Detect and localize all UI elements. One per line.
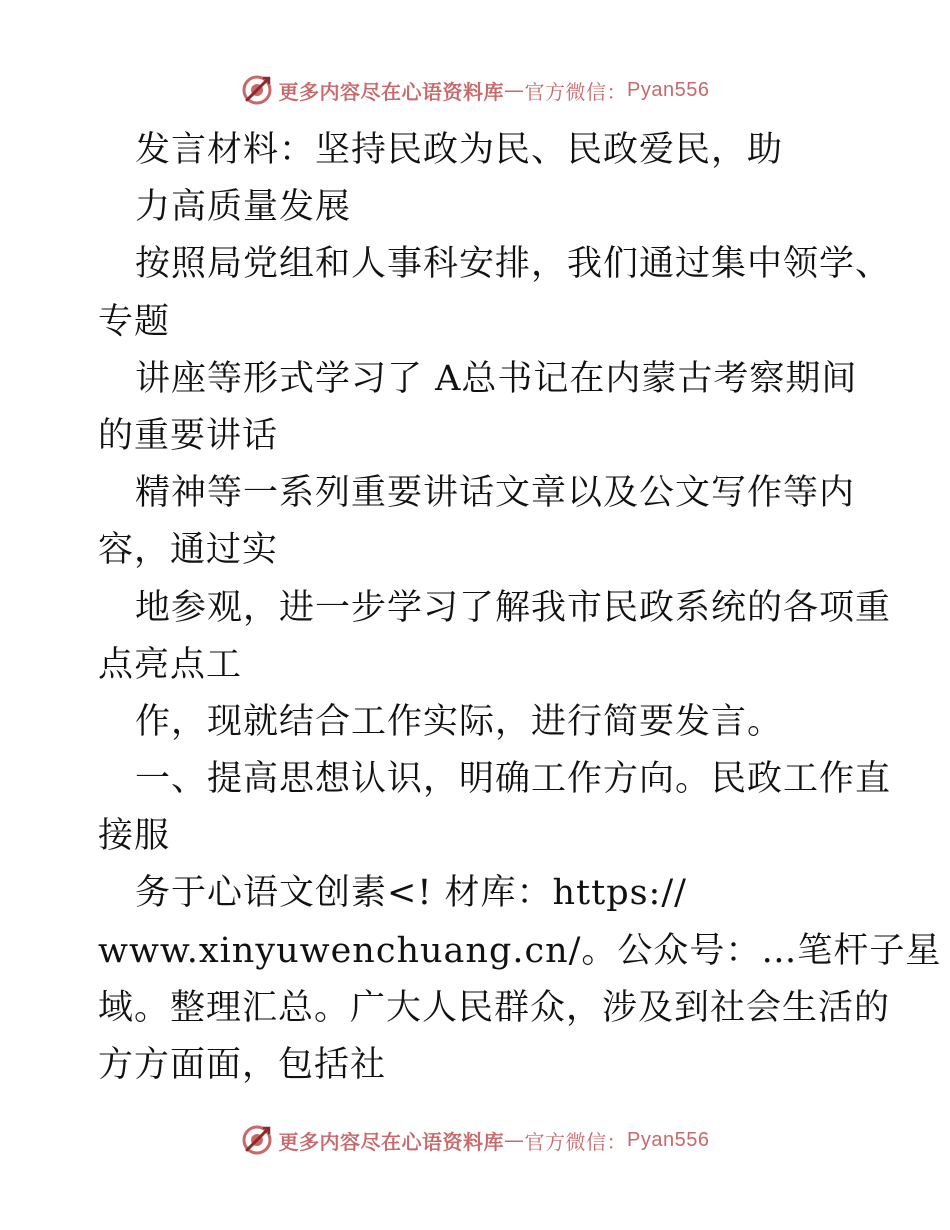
logo-icon — [241, 74, 273, 106]
watermark-dash: — — [504, 1128, 525, 1152]
section-heading-line: 一、提高思想认识，明确工作方向。民政工作直 — [135, 759, 892, 800]
document-body — [98, 122, 942, 1094]
watermark-site-name: 更多内容尽在心语资料库 — [278, 1129, 505, 1154]
header-watermark — [0, 70, 950, 110]
watermark-wechat-label: 官方微信： — [524, 79, 628, 104]
document-title-line-1: 发言材料：坚持民政为民、民政爱民，助 — [135, 130, 784, 170]
body-line: 讲座等形式学习了 A总书记在内蒙古考察期间 — [135, 358, 858, 399]
watermark-site-name: 更多内容尽在心语资料库 — [278, 79, 505, 104]
body-line: 按照局党组和人事科安排，我们通过集中领学、 — [135, 244, 892, 285]
document-title-line-2: 力高质量发展 — [135, 187, 352, 228]
logo-icon — [241, 1124, 273, 1156]
body-line: 容，通过实 — [98, 530, 279, 571]
body-line: 地参观，进一步学习了解我市民政系统的各项重 — [135, 587, 892, 628]
body-line: 点亮点工 — [98, 644, 243, 685]
body-line: 精神等一系列重要讲话文章以及公文写作等内 — [135, 473, 856, 514]
body-line: 作，现就结合工作实际，进行简要发言。 — [135, 701, 784, 742]
watermark-wechat-id: Pyan556 — [627, 78, 710, 101]
body-line: 务于心语文创素<! 材库：https:// — [135, 873, 687, 914]
watermark-wechat-id: Pyan556 — [627, 1128, 710, 1151]
watermark-dash: — — [504, 78, 525, 102]
watermark-wechat-label: 官方微信： — [524, 1129, 628, 1154]
body-line: www.xinyuwenchuang.cn/。公众号：…笔杆子星 — [98, 930, 942, 971]
body-line: 专题 — [98, 301, 171, 342]
footer-watermark — [0, 1120, 950, 1160]
body-line: 的重要讲话 — [98, 415, 279, 456]
body-line: 域。整理汇总。广大人民群众，涉及到社会生活的 — [98, 987, 891, 1028]
body-line: 接服 — [98, 816, 171, 857]
body-line: 方方面面，包括社 — [98, 1045, 387, 1085]
